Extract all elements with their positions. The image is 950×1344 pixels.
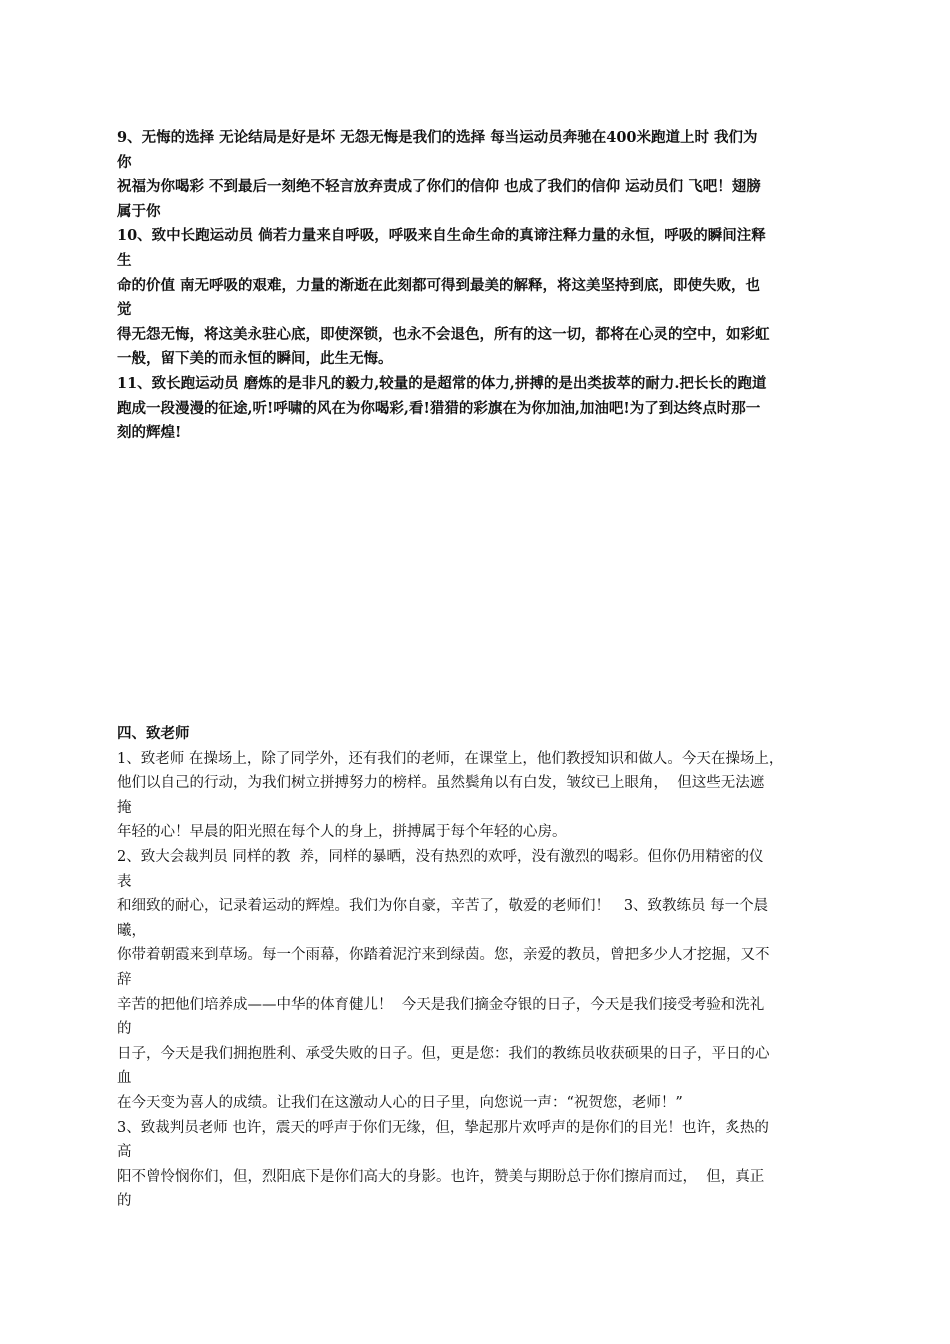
text-line: 掩: [117, 799, 132, 816]
text-line: 年轻的心！早晨的阳光照在每个人的身上，拼搏属于每个年轻的心房。: [117, 824, 567, 841]
text-line: 命的价值 南无呼吸的艰难，力量的渐逝在此刻都可得到最美的解释，将这美坚持到底，即使失败，也: [117, 276, 761, 294]
text-line: 跑成一段漫漫的征途,听!呼啸的风在为你喝彩,看!猎猎的彩旗在为你加油,加油吧!为了到达终点时那一: [117, 399, 761, 417]
section-teachers-text: [117, 722, 837, 1214]
text-line: 你带着朝霞来到草场。每一个雨幕，你踏着泥泞来到绿茵。您，亲爱的教员，曾把多少人才挖掘，又不: [117, 947, 770, 964]
text-line: 辛苦的把他们培养成——中华的体育健儿！ 今天是我们摘金夺银的日子，今天是我们接受考验和洗礼: [117, 996, 765, 1013]
section-athletes-text: [117, 126, 837, 446]
text-line: 的: [117, 1193, 132, 1210]
text-line: 觉: [117, 301, 132, 319]
text-line: 阳不曾怜悯你们，但，烈阳底下是你们高大的身影。也许，赞美与期盼总于你们擦肩而过， 但，真正: [117, 1168, 765, 1185]
text-line: 和细致的耐心，记录着运动的辉煌。我们为你自豪，辛苦了，敬爱的老师们！ 3、致教练员 每一个晨: [117, 898, 769, 915]
text-line: 属于你: [117, 202, 161, 220]
text-line: 表: [117, 873, 132, 890]
text-line: 你: [117, 153, 132, 171]
text-line: 得无怨无悔，将这美永驻心底，即使深锁，也永不会退色，所有的这一切，都将在心灵的空中，如彩虹: [117, 325, 770, 343]
text-line: 3、致裁判员老师 也许，震天的呼声于你们无缘，但，挚起那片欢呼声的是你们的目光！也许，炙热的: [117, 1119, 769, 1136]
text-line: 的: [117, 1021, 132, 1038]
text-line: 1、致老师 在操场上，除了同学外，还有我们的老师，在课堂上，他们教授知识和做人。今天在操场上，: [117, 750, 784, 767]
text-line: 他们以自己的行动，为我们树立拼搏努力的榜样。虽然鬓角以有白发，皱纹已上眼角， 但这些无法遮: [117, 775, 765, 792]
text-line: 9、无悔的选择 无论结局是好是坏 无怨无悔是我们的选择 每当运动员奔驰在400米跑道上时 我们为: [117, 129, 758, 146]
text-line: 曦，: [117, 922, 146, 939]
text-line: 高: [117, 1144, 132, 1161]
text-line: 10、致中长跑运动员 倘若力量来自呼吸，呼吸来自生命生命的真谛注释力量的永恒，呼吸的瞬间注释: [117, 227, 766, 245]
text-line: 祝福为你喝彩 不到最后一刻绝不轻言放弃责成了你们的信仰 也成了我们的信仰 运动员们 飞吧！翅膀: [117, 178, 761, 196]
text-line: 一般，留下美的而永恒的瞬间，此生无悔。: [117, 350, 393, 368]
text-line: 血: [117, 1070, 132, 1087]
text-line: 生: [117, 251, 132, 269]
text-line: 2、致大会裁判员 同样的教 养，同样的暴晒，没有热烈的欢呼，没有激烈的喝彩。但你仍用精密的仪: [117, 848, 764, 865]
text-line: 日子，今天是我们拥抱胜利、承受失败的日子。但，更是您：我们的教练员收获硕果的日子，平日的心: [117, 1045, 770, 1062]
text-line: 在今天变为喜人的成绩。让我们在这激动人心的日子里，向您说一声：“祝贺您，老师！”: [117, 1094, 683, 1111]
section-heading: 四、致老师: [117, 725, 190, 742]
text-line: 刻的辉煌!: [117, 424, 182, 442]
text-line: 辞: [117, 971, 132, 988]
text-line: 11、致长跑运动员 磨炼的是非凡的毅力,较量的是超常的体力,拼搏的是出类拔萃的耐力.把长长的跑道: [117, 374, 767, 392]
